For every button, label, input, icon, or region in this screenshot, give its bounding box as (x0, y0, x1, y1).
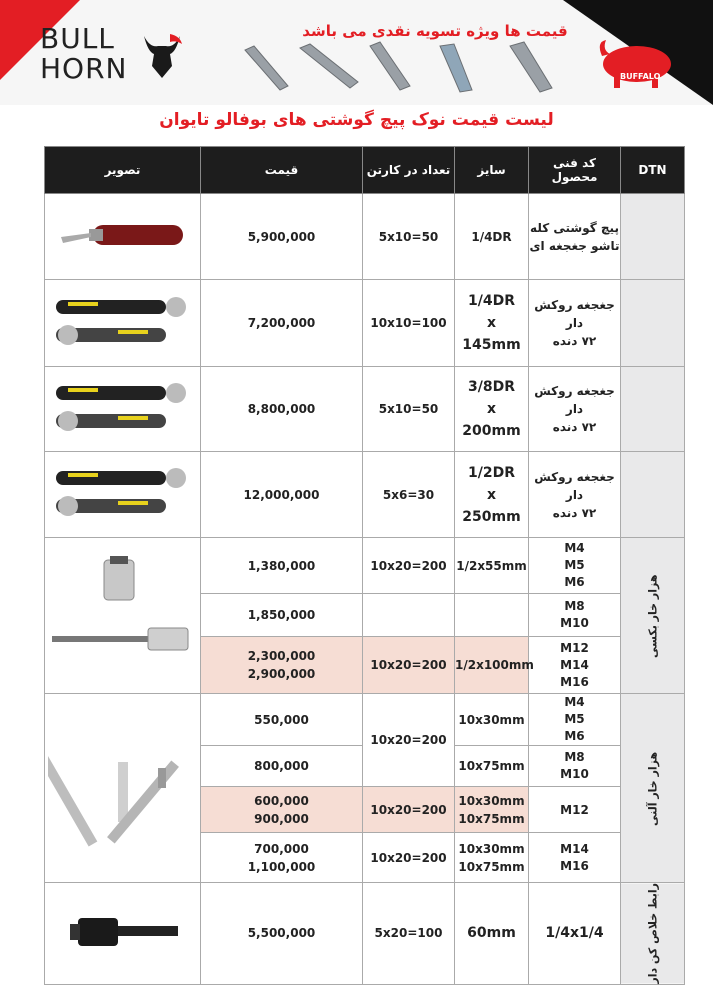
ratchet-image (45, 452, 201, 538)
carton-cell: 10x20=200 (363, 694, 455, 787)
adapter-image (45, 883, 201, 985)
table-row (45, 280, 685, 367)
size-cell: 60mm (455, 883, 529, 985)
price-cell: 8,800,000 (201, 367, 363, 452)
size-line: 200mm (462, 423, 521, 439)
folding-ratchet-image (45, 194, 201, 280)
carton-cell: 10x20=200 (363, 833, 455, 883)
brand-line2: HORN (40, 52, 128, 85)
table-row (45, 694, 685, 746)
code-cell: پیچ گوشتی کله تاشو جغجغه ای (529, 194, 621, 280)
carton-cell: 5x10=50 (363, 367, 455, 452)
size-cell: 1/4DR (455, 194, 529, 280)
code-cell (529, 367, 621, 452)
code-line: M8 (564, 599, 585, 613)
size-cell: 10x30mm (455, 694, 529, 746)
size-line: 3/8DR (468, 379, 515, 395)
size-line: 10x30mm (458, 841, 525, 856)
col-carton: تعداد در کارتن (363, 147, 455, 194)
code-line: M5 (564, 558, 585, 572)
ratchet-image (45, 367, 201, 452)
code-line: M4 (564, 541, 585, 555)
code-line: M10 (560, 616, 589, 630)
brand-line1: BULL (40, 22, 115, 55)
size-cell (455, 787, 529, 833)
size-cell (455, 452, 529, 538)
dtn-cell (621, 367, 685, 452)
dtn-cell (621, 452, 685, 538)
dtn-cell (621, 194, 685, 280)
size-x: x (486, 315, 497, 331)
code-cell (529, 637, 621, 694)
code-line: ۷۲ دنده (552, 505, 597, 520)
code-cell (529, 694, 621, 746)
size-x: x (486, 401, 497, 417)
col-image: تصویر (45, 147, 201, 194)
ratchet-pair-icon (48, 292, 198, 352)
ratchet-pair-icon (48, 378, 198, 438)
screwdriver-bits-icon (240, 40, 590, 96)
code-line: M16 (560, 858, 589, 873)
size-line: 10x75mm (458, 811, 525, 826)
price-line: 2,900,000 (247, 667, 316, 681)
allen-bits-icon (48, 712, 198, 862)
spline-socket-icon (48, 554, 198, 674)
code-line: جغجغه روکش دار (534, 469, 615, 502)
size-cell (455, 367, 529, 452)
size-line: 250mm (462, 508, 521, 525)
dtn-group-label: هزار خار آلنی (621, 694, 685, 883)
table-header-row (45, 147, 685, 194)
code-cell (529, 452, 621, 538)
size-line: 10x75mm (458, 859, 525, 874)
code-line: M5 (564, 712, 585, 726)
size-line: 10x30mm (458, 793, 525, 808)
code-line: جغجغه روکش دار (534, 384, 615, 416)
table-row (45, 194, 685, 280)
size-cell: 1/2x100mm (455, 637, 529, 694)
cash-payment-note: قیمت ها ویژه تسویه نقدی می باشد (302, 22, 568, 40)
buffalo-icon (592, 34, 682, 90)
allen-bit-image (45, 694, 201, 883)
code-cell (529, 833, 621, 883)
price-cell: 550,000 (201, 694, 363, 746)
price-cell (201, 833, 363, 883)
code-line: M8 (564, 750, 585, 764)
col-size: سایز (455, 147, 529, 194)
dtn-cell (621, 280, 685, 367)
carton-cell: 5x6=30 (363, 452, 455, 538)
price-line: 1,100,000 (247, 859, 316, 874)
price-cell: 5,500,000 (201, 883, 363, 985)
code-line: M6 (564, 575, 585, 589)
code-cell (529, 746, 621, 787)
code-line: M14 (560, 657, 589, 672)
carton-cell: 10x20=200 (363, 787, 455, 833)
code-line: جغجغه روکش دار (534, 298, 615, 330)
code-cell (529, 280, 621, 367)
price-cell: 7,200,000 (201, 280, 363, 367)
price-line: 600,000 (254, 793, 309, 808)
price-cell: 1,850,000 (201, 594, 363, 637)
code-line: M10 (560, 767, 589, 781)
carton-cell: 10x20=200 (363, 538, 455, 594)
price-line: 2,300,000 (247, 649, 316, 663)
price-cell: 1,380,000 (201, 538, 363, 594)
size-cell: 1/2x55mm (455, 538, 529, 594)
bull-head-icon (140, 32, 184, 82)
code-line: M4 (564, 695, 585, 709)
dtn-group-label: هزار خار بکسی (621, 538, 685, 694)
size-cell (455, 280, 529, 367)
table-row (45, 883, 685, 985)
code-line: ۷۲ دنده (552, 334, 597, 348)
table-row (45, 452, 685, 538)
size-cell (455, 594, 529, 637)
size-line: 1/2DR (468, 464, 515, 481)
price-table (44, 146, 685, 985)
size-x: x (486, 486, 497, 503)
table-row (45, 367, 685, 452)
price-cell (201, 637, 363, 694)
price-cell (201, 787, 363, 833)
carton-cell: 5x20=100 (363, 883, 455, 985)
carton-cell (363, 594, 455, 637)
buffalo-label: BUFFALO (620, 72, 661, 81)
code-line: M12 (560, 640, 589, 655)
carton-cell: 10x10=100 (363, 280, 455, 367)
size-cell: 10x75mm (455, 746, 529, 787)
size-line: 145mm (462, 337, 521, 353)
code-line: M16 (560, 674, 589, 689)
header-banner (0, 0, 713, 105)
col-dtn: DTN (621, 147, 685, 194)
dtn-cell: رابط خلاص کن دار (621, 883, 685, 985)
ratchet-pair-icon (48, 463, 198, 523)
code-line: M6 (564, 729, 585, 743)
col-price: قیمت (201, 147, 363, 194)
table-row (45, 538, 685, 594)
col-code: کد فنی محصول (529, 147, 621, 194)
size-cell (455, 833, 529, 883)
price-cell: 12,000,000 (201, 452, 363, 538)
page-title: لیست قیمت نوک پیچ گوشتی های بوفالو تایوان (159, 110, 554, 130)
code-cell (529, 594, 621, 637)
spline-bit-image (45, 538, 201, 694)
code-line: ۷۲ دنده (552, 420, 597, 434)
carton-cell: 5x10=50 (363, 194, 455, 280)
folding-screwdriver-icon (53, 215, 193, 255)
price-line: 700,000 (254, 841, 309, 856)
code-cell: 1/4x1/4 (529, 883, 621, 985)
ratchet-image (45, 280, 201, 367)
carton-cell: 10x20=200 (363, 637, 455, 694)
price-cell: 5,900,000 (201, 194, 363, 280)
price-line: 900,000 (254, 811, 309, 826)
code-cell: M12 (529, 787, 621, 833)
price-cell: 800,000 (201, 746, 363, 787)
code-line: M14 (560, 841, 589, 856)
code-cell (529, 538, 621, 594)
size-line: 1/4DR (468, 293, 515, 309)
